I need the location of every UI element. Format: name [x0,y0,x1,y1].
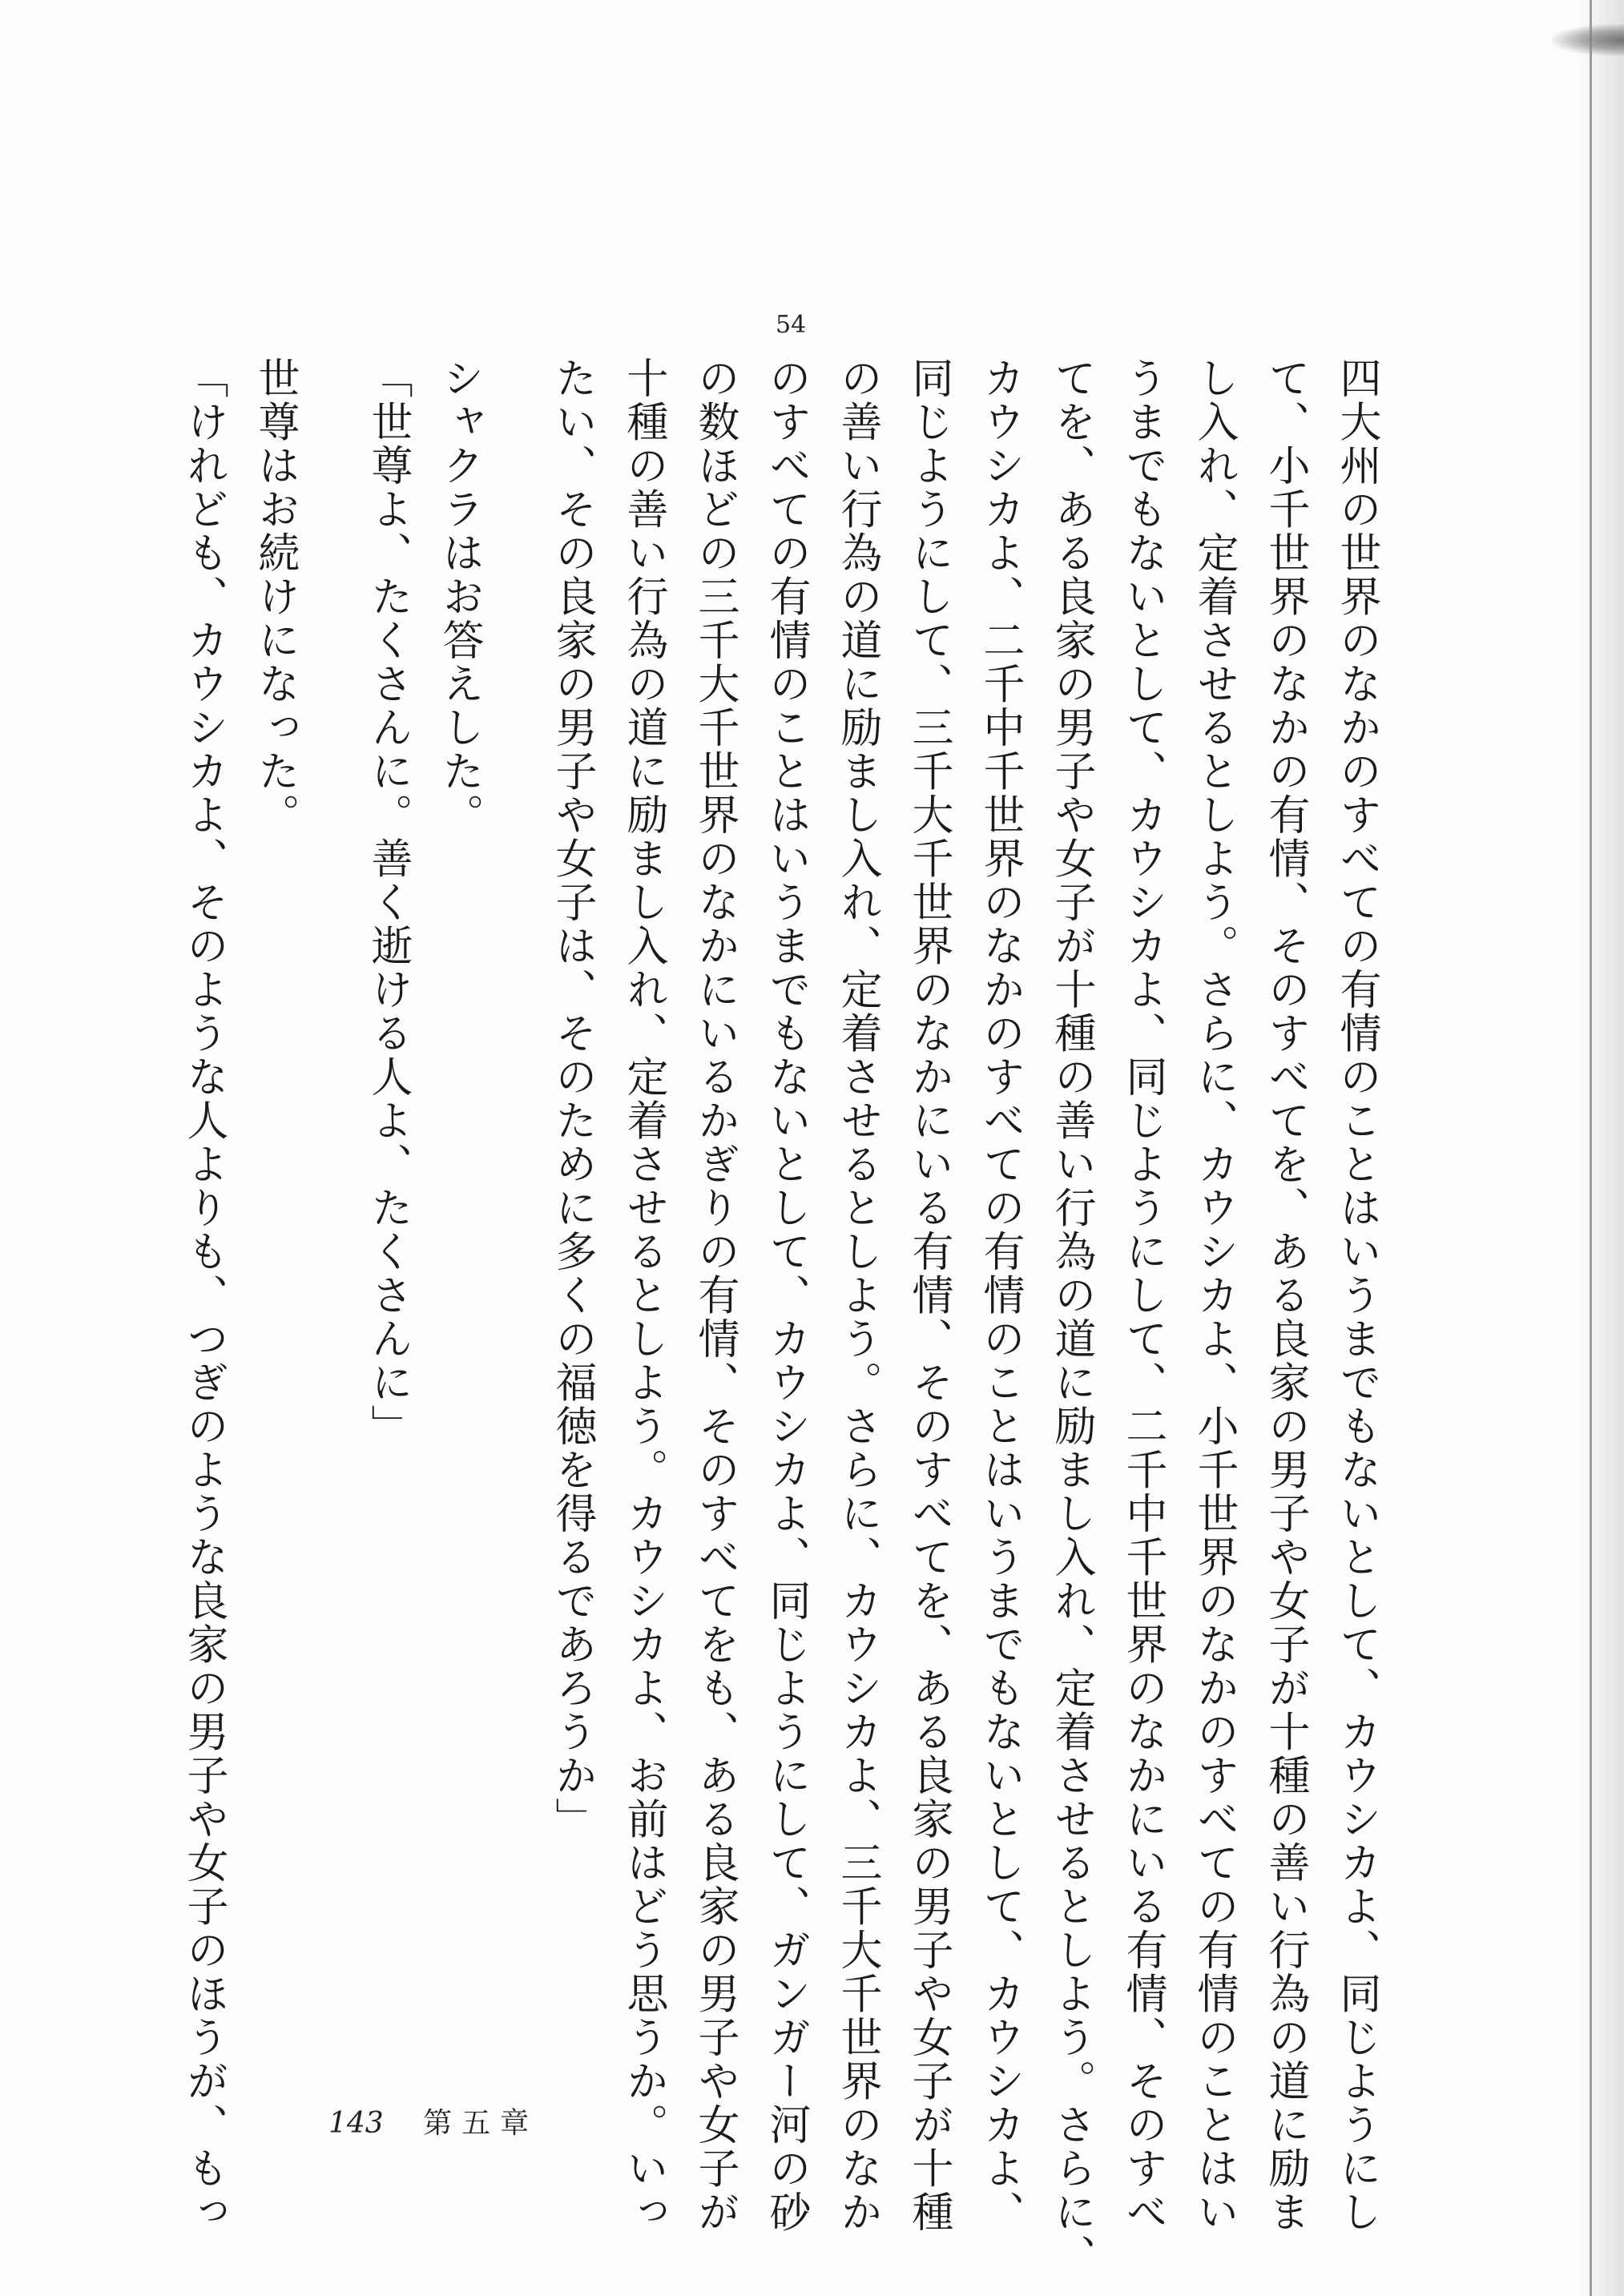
text-column: 同じようにして、三千大千世界のなかにいる有情、そのすべてを、ある良家の男子や女子が十種 [905,356,953,2234]
text-column: の数ほどの三千大千世界のなかにいるかぎりの有情、そのすべてをも、ある良家の男子や女子が [691,356,739,2234]
text-column: て、小千世界のなかの有情、そのすべてを、ある良家の男子や女子が十種の善い行為の道に励ま [1261,356,1309,2234]
text-column: 十種の善い行為の道に励まし入れ、定着させるとしよう。カウシカよ、お前はどう思うか。いっ [619,356,667,2234]
chapter-title: 第五章 [423,2107,539,2140]
page-number: 143 [328,2107,384,2140]
text-column: シャクラはお答えした。 [435,356,483,837]
scan-shadow [1576,0,1624,2296]
text-column: 「世尊よ、たくさんに。善く逝ける人よ、たくさんに」 [364,356,412,1448]
text-column: てを、ある良家の男子や女子が十種の善い行為の道に励まし入れ、定着させるとしよう。さらに、 [1047,356,1095,2278]
text-column: し入れ、定着させるとしよう。さらに、カウシカよ、小千世界のなかのすべての有情のことはい [1190,356,1238,2234]
reference-number: 54 [776,311,807,339]
text-column: カウシカよ、二千中千世界のなかのすべての有情のことはいうまでもないとして、カウシカよ、 [976,356,1024,2234]
page-edge-line [1590,0,1592,2296]
text-column: 「けれども、カウシカよ、そのような人よりも、つぎのような良家の男子や女子のほうが、もっ [179,356,228,2234]
text-column: 世尊はお続けになった。 [251,356,299,837]
page-footer [328,2101,538,2141]
text-column: うまでもないとして、カウシカよ、同じようにして、二千中千世界のなかにいる有情、そのすべ [1118,356,1167,2234]
text-column: 四大州の世界のなかのすべての有情のことはいうまでもないとして、カウシカよ、同じようにし [1332,356,1380,2234]
text-column: のすべての有情のことはいうまでもないとして、カウシカよ、同じようにして、ガンガー河の砂 [762,356,810,2234]
text-column: の善い行為の道に励まし入れ、定着させるとしよう。さらに、カウシカよ、三千大千世界のなか [833,356,881,2234]
text-column: たい、その良家の男子や女子は、そのために多くの福徳を得るであろうか」 [548,356,596,1841]
scan-corner-mark [1552,24,1624,56]
